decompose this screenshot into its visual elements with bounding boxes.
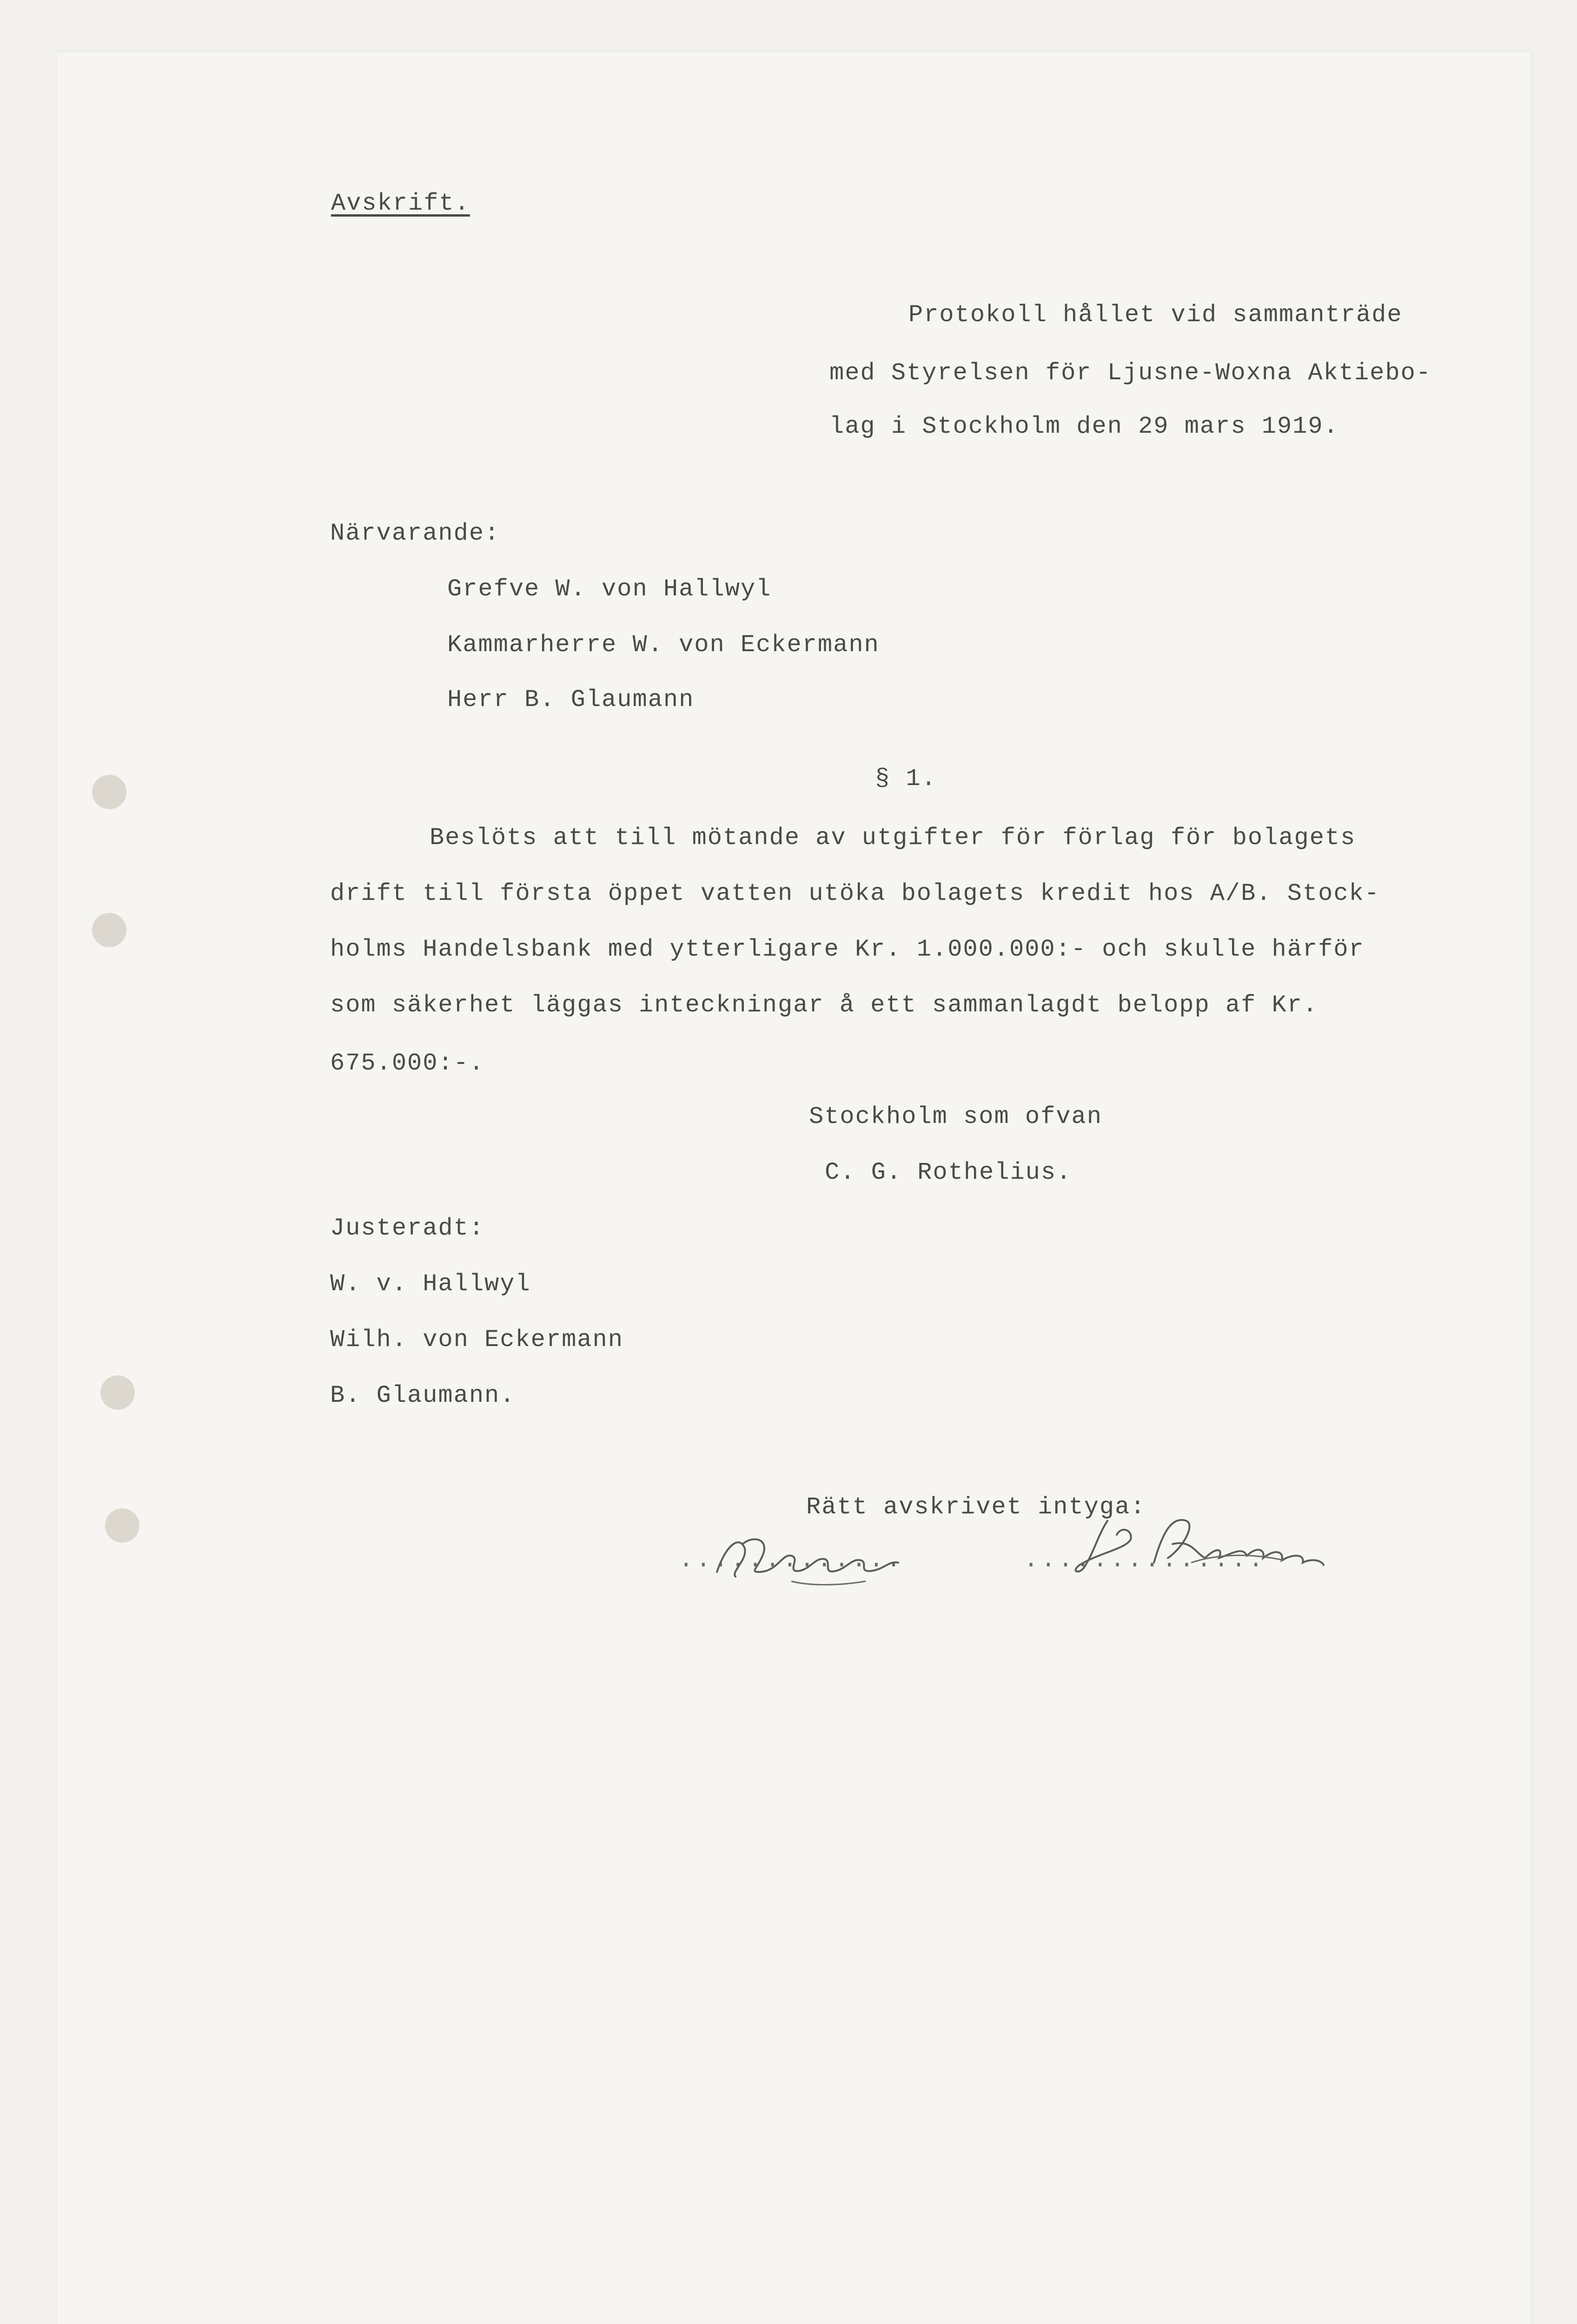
body-line-3: holms Handelsbank med ytterligare Kr. 1.000.000:- och skulle härför [330, 936, 1365, 963]
place-date: Stockholm som ofvan [809, 1103, 1102, 1130]
protocol-line-3: lag i Stockholm den 29 mars 1919. [829, 413, 1339, 440]
present-label: Närvarande: [330, 520, 500, 547]
body-line-4: som säkerhet läggas inteckningar å ett sammanlagdt belopp af Kr. [330, 991, 1319, 1019]
body-line-5: 675.000:-. [330, 1050, 485, 1077]
protocol-line-2: med Styrelsen för Ljusne-Woxna Aktiebo- [829, 359, 1431, 387]
secretary-name: C. G. Rothelius. [825, 1159, 1072, 1186]
document-heading: Avskrift. [331, 190, 470, 217]
verified-member: B. Glaumann. [330, 1382, 516, 1409]
punch-hole [105, 1508, 139, 1543]
signature-line-right: .............. [1024, 1546, 1266, 1574]
protocol-line-1: Protokoll hållet vid sammanträde [908, 301, 1403, 329]
body-line-1: Beslöts att till mötande av utgifter för förlag för bolagets [430, 824, 1356, 852]
verified-member: W. v. Hallwyl [330, 1270, 531, 1298]
verified-label: Justeradt: [330, 1215, 485, 1242]
punch-hole [92, 775, 126, 809]
punch-hole [100, 1375, 135, 1410]
present-member: Herr B. Glaumann [447, 686, 695, 713]
signature-right [1052, 1502, 1349, 1591]
signature-left [698, 1516, 940, 1591]
certification-text: Rätt avskrivet intyga: [806, 1493, 1146, 1521]
body-line-2: drift till första öppet vatten utöka bolagets kredit hos A/B. Stock- [330, 880, 1380, 907]
signature-line-left: ............. [679, 1546, 904, 1574]
verified-member: Wilh. von Eckermann [330, 1326, 623, 1353]
section-number: § 1. [875, 765, 937, 792]
punch-hole [92, 913, 126, 947]
present-member: Grefve W. von Hallwyl [447, 575, 772, 603]
document-sheet [57, 52, 1531, 2324]
present-member: Kammarherre W. von Eckermann [447, 631, 880, 659]
